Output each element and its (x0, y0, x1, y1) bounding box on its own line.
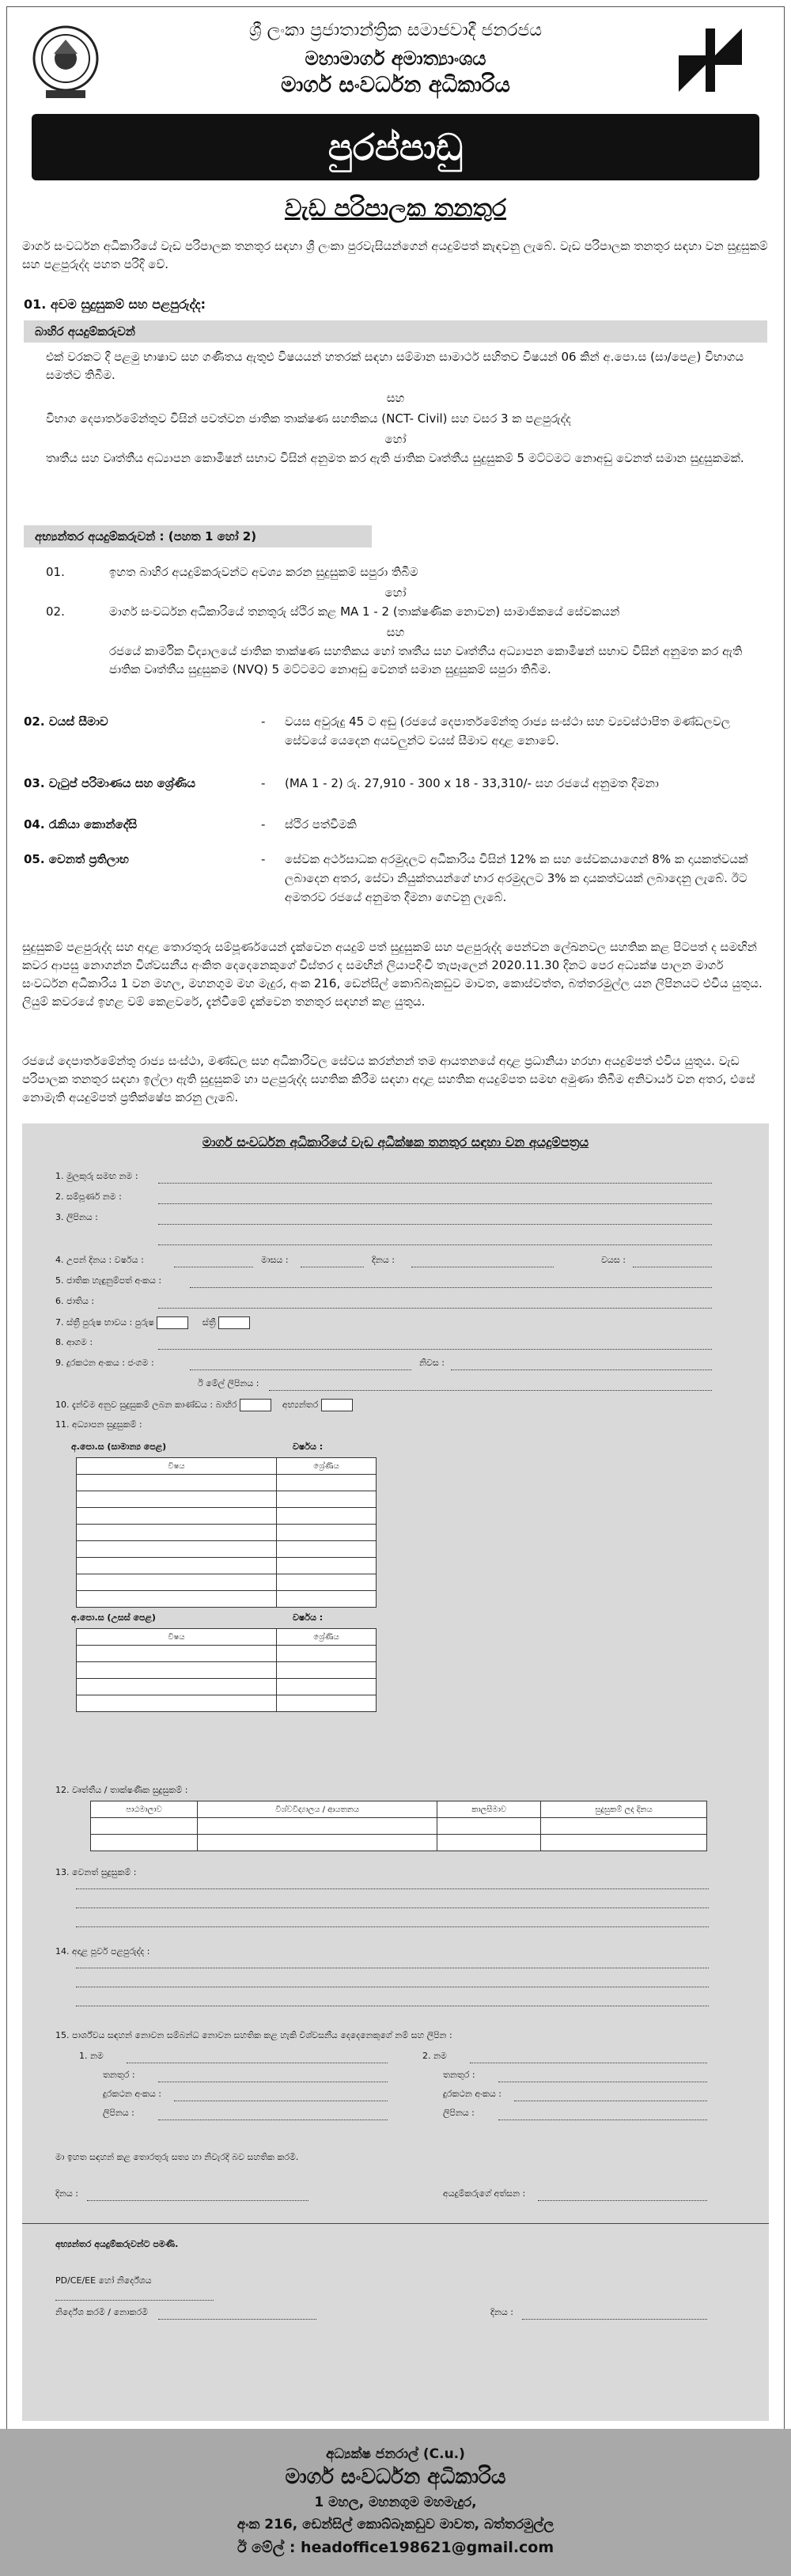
religion-input[interactable] (158, 1348, 712, 1350)
external-checkbox[interactable] (240, 1399, 271, 1411)
referee2-address-input[interactable] (498, 2119, 707, 2120)
external-text3: තෘතීය සහ වෘත්තීය අධ්‍යාපන කොමිෂන් සභාව විසින් අනුමත කර ඇති ජාතික වෘත්තීය සුදුසුකම් 5 මට්ටමට නොඅඩු වෙනත් සමාන සුදුසුකමක්. (46, 451, 744, 465)
internal-text1: ඉහත බාහිර අයදුම්කරුවන්ට අවශ්‍ය කරන සුදුසුකම් සපුරා තිබීම (109, 565, 418, 579)
field-professional: 12. වෘත්තීය / තාක්ෂණික සුදුසුකම් : (55, 1785, 188, 1795)
referee1-phone-label: දුරකථන අංකය : (103, 2089, 161, 2099)
field-address: 3. ලිපිනය : (55, 1212, 98, 1222)
home-phone-input[interactable] (451, 1369, 712, 1370)
female-label: ස්ත්‍රී (202, 1317, 216, 1328)
apply-instructions: සුදුසුකම් පළපුරුද්ද සහ අදාළ තොරතුරු සම්පූර්ණයෙන් දැක්වෙන අයදුම් පත් සුදුසුකම් සහ පළපුරුද්ද පෙන්වන ලේඛනවල සහතික කළ පිටපත් ද සමඟින් කවර ආපසු නොගන්න විශ්වසනීය අංකිත දෙදෙනෙකුගේ විස්තර ද සමඟින් ලියාපදිංචි තැපෑලෙන් 2020.11.30 දිනට පෙර අධ්‍යක්ෂ පාලන මාර්ග සංවර්ධන අධිකාරිය 1 වන මහල, මහනගුම මහ මැදුර, අංක 216, ඩෙන්සිල් කොබ්බෑකඩුව මාවත, කොස්වත්ත, බත්තරමුල්ල යන ලිපිනයට එවිය යුතුය. ලියුම් කවරයේ ඉහළ වම් කෙළවරේ, දැන්වීමේ දැක්වෙන තනතුර සඳහන් කළ යුතුය. (22, 940, 763, 1009)
footer-title: අධ්‍යක්ෂ ජනරාල් (C.u.) (326, 2446, 465, 2462)
referee2-position-label: තනතුර : (443, 2070, 475, 2080)
experience-input-line2[interactable] (76, 1986, 709, 1987)
al-results-table (76, 1628, 377, 1712)
declaration-date-input[interactable] (87, 2199, 308, 2201)
external-text1: එක් වරකට දී පළමු භාෂාව සහ ගණිතය ඇතුළු විෂයයන් හතරක් සඳහා සම්මාන සාමාර්ථ සහිතව විෂයන් 06 කින් අ.පො.ස (සා/පෙළ) විභාගය සමත්ව තිබීම. (46, 350, 744, 382)
rda-logo-icon (674, 24, 747, 97)
field-education: 11. අධ්‍යාපන සුදුසුකම් : (55, 1419, 142, 1430)
age-label: වයස : (601, 1255, 626, 1265)
post-title: වැඩ පරිපාලක තනතුර (284, 195, 507, 222)
age-input[interactable] (633, 1266, 712, 1267)
professional-table (90, 1801, 707, 1851)
dash: - (261, 776, 266, 790)
internal-date-input[interactable] (522, 2318, 707, 2320)
dob-year-input[interactable] (174, 1266, 253, 1267)
name-initials-input[interactable] (158, 1182, 712, 1184)
dash: - (261, 817, 266, 832)
footer-address-line1: 1 මහල, මහනගුම මහමැදුර, (314, 2495, 477, 2510)
field-other-qualifications: 13. වෙනත් සුදුසුකම් : (55, 1867, 137, 1877)
field-category (55, 1399, 353, 1411)
dob-month-label: මාසය : (261, 1255, 289, 1265)
al-title: අ.පො.ස (උසස් පෙළ) (71, 1612, 156, 1623)
and-text2: සහ (386, 625, 405, 639)
email-input[interactable] (269, 1389, 712, 1391)
internal-label: අභ්‍යන්තර (282, 1400, 319, 1410)
gender-label: 7. ස්ත්‍රී පුරුෂ භාවය : පුරුෂ (55, 1317, 154, 1328)
ol-year-label: වර්ෂය : (293, 1441, 324, 1452)
ol-title: අ.පො.ස (සාමාන්‍ය පෙළ) (71, 1441, 167, 1452)
external-applicants-bar: බාහිර අයදුම්කරුවන් (24, 320, 767, 343)
section1-heading: 01. අවම සුදුසුකම් සහ පළපුරුද්ද: (24, 297, 206, 312)
form-title: මාර්ග සංවර්ධන අධිකාරියේ වැඩ අධීක්ෂක තනතුර සඳහා වන අයදුම්පත්‍රය (202, 1135, 589, 1150)
government-instructions: රජයේ දෙපාර්තමේන්තු රාජ්‍ය සංස්ථා, මණ්ඩල සහ අධිකාරිවල සේවය කරන්නන් තම ආයතනයේ අදාළ ප්‍රධානියා හරහා අයදුම්පත් එවිය යුතුය. වැඩ පරිපාලක තනතුර සඳහා ඉල්ලා ඇති සුදුසුකම් හා පළපුරුද්ද සහතික කිරීම සඳහා අදාළ සහතික අයදුම්පත සමඟ අමුණා තිබීම අනිවාර්ය වන අතර, එසේ නොමැති අයදුම්පත් ප්‍රතික්ෂේප කරනු ලැබේ. (22, 1054, 755, 1104)
experience-input-line3[interactable] (76, 2005, 709, 2006)
mobile-input[interactable] (190, 1369, 411, 1370)
dob-day-label: දිනය : (372, 1255, 395, 1265)
recommend-label: නිර්දේශ කරමි / නොකරමි (55, 2307, 149, 2317)
other-qualifications-input-line2[interactable] (76, 1907, 709, 1908)
requirement-label: 05. වෙනත් ප්‍රතිලාභ (24, 852, 129, 866)
subject-header: විෂය (77, 1458, 277, 1475)
vacancies-banner: පුරප්පාඩු (32, 114, 759, 180)
dob-month-input[interactable] (301, 1266, 364, 1267)
referee2-phone-input[interactable] (514, 2100, 707, 2101)
subject-header: විෂය (77, 1629, 277, 1646)
referee2-name-input[interactable] (470, 2062, 707, 2063)
grade-header: ශ්‍රේණිය (277, 1458, 377, 1475)
field-dob: 4. උපන් දිනය : වර්ෂය : (55, 1255, 144, 1265)
internal-pd-label: PD/CE/EE හෝ නිර්දේශය (55, 2275, 152, 2286)
internal-applicants-bar: අභ්‍යන්තර අයදුම්කරුවන් : (පහත 1 හෝ 2) (24, 525, 372, 547)
header-line2: මහාමාර්ග අමාත්‍යාංශය (305, 47, 486, 70)
nic-input[interactable] (190, 1286, 712, 1288)
nationality-input[interactable] (158, 1307, 712, 1309)
referee1-address-label: ලිපිනය : (103, 2108, 134, 2118)
dash: - (261, 714, 266, 729)
or-text2: හෝ (384, 585, 407, 600)
field-name-initials: 1. මුලකුරු සමඟ නම : (55, 1171, 138, 1181)
referee2-phone-label: දුරකථන අංකය : (443, 2089, 501, 2099)
external-text2: විභාග දෙපාර්තමේන්තුව විසින් පවත්වන ජාතික තාක්ෂණ සහතිකය (NCT- Civil) සහ වසර 3 ක පළපුරුද්ද (46, 411, 571, 426)
internal1-number: 01. (46, 565, 65, 579)
referee1-address-input[interactable] (158, 2119, 388, 2120)
requirement-text: ස්ථිර පත්වීමකි (285, 817, 357, 832)
form-divider (22, 2223, 769, 2224)
requirement-text: සේවක අර්ථසාධක අරමුදලට අධිකාරිය විසින් 12% ක සහ සේවකයාගෙන් 8% ක දායකත්වයක් ලබාදෙන අතර, සේවා නියුක්තයන්ගේ භාර අරමුදලට 3% ක දායකත්වයක් ලබාදෙනු ලැබේ. ඊට අමතරව රජයේ අනුමත දීමනා ගෙවනු ලැබේ. (285, 852, 748, 904)
footer-email[interactable]: ඊ මේල් : headoffice198621@gmail.com (237, 2539, 554, 2556)
prof-col-duration: කාලසීමාව (437, 1801, 541, 1818)
internal-date-label: දිනය : (490, 2307, 513, 2317)
field-nic: 5. ජාතික හැඳුනුම්පත් අංකය : (55, 1275, 162, 1286)
referee2-position-input[interactable] (498, 2081, 707, 2082)
referee1-name-input[interactable] (127, 2062, 388, 2063)
al-year-label: වර්ෂය : (293, 1612, 324, 1623)
prof-col-date: සුදුසුකම් ලද දිනය (541, 1801, 707, 1818)
prof-col-institute: විශ්වවිද්‍යාලය / ආයතනය (197, 1801, 437, 1818)
recommend-input[interactable] (158, 2318, 316, 2320)
field-nationality: 6. ජාතිය : (55, 1296, 95, 1306)
address-input-line2[interactable] (158, 1244, 712, 1245)
other-qualifications-input[interactable] (76, 1888, 709, 1889)
internal2-number: 02. (46, 604, 65, 619)
prof-col-course: පාඨමාලාව (91, 1801, 198, 1818)
address-input[interactable] (158, 1223, 712, 1225)
dash: - (261, 852, 266, 866)
requirement-label: 02. වයස් සීමාව (24, 714, 108, 729)
referee1-position-input[interactable] (158, 2081, 388, 2082)
footer-address-line2: අංක 216, ඩෙන්සිල් කොබ්බෑකඩුව මාවත, බත්තරමුල්ල (237, 2517, 554, 2532)
dob-day-input[interactable] (411, 1266, 554, 1267)
field-full-name: 2. සම්පූර්ණ නම : (55, 1191, 122, 1202)
email-label: ඊ මේල් ලිපිනය : (198, 1378, 259, 1388)
field-referees: 15. පාර්ශ්වය සඳහන් නොවන සම්බන්ධ නොවන සහතික කළ හැකි විශ්වසනීය දෙදෙනෙකුගේ නම් සහ ලිපින : (55, 2030, 452, 2040)
other-qualifications-input-line3[interactable] (76, 1926, 709, 1927)
requirement-text: වයස අවුරුදු 45 ට අඩු (රජයේ දෙපාර්තමේන්තු රාජ්‍ය සංස්ථා සහ ව්‍යවස්ථාපිත මණ්ඩලවල සේවයේ යෙදෙන අයවලුන්ට වයස් සීමාව අදාළ නොවේ. (285, 714, 731, 748)
field-religion: 8. ආගම : (55, 1337, 93, 1347)
header-line1: ශ්‍රී ලංකා ප්‍රජාතාන්ත්‍රික සමාජවාදී ජනරජය (248, 21, 543, 40)
or-text1: හෝ (384, 432, 407, 446)
declaration-date-label: දිනය : (55, 2188, 78, 2199)
requirement-label: 03. වැටුප් පරිමාණය සහ ශ්‍රේණිය (24, 776, 196, 790)
referee1-position-label: තනතුර : (103, 2070, 135, 2080)
internal-pd-input[interactable] (55, 2299, 214, 2301)
category-label: 10. දැන්වීම අනුව සුදුසුකම් ලබන කාණ්ඩය : බාහිර (55, 1400, 237, 1410)
field-experience: 14. අදාළ පූර්ව පළපුරුද්ද : (55, 1946, 150, 1957)
male-checkbox[interactable] (157, 1316, 188, 1329)
footer (0, 2429, 791, 2576)
female-checkbox[interactable] (218, 1316, 250, 1329)
referee2-address-label: ලිපිනය : (443, 2108, 475, 2118)
referee2-name-label: 2. නම (422, 2051, 447, 2061)
requirement-label: 04. රැකියා කොන්දේසි (24, 817, 138, 832)
and-text1: සහ (386, 391, 405, 405)
header-line3: මාර්ග සංවර්ධන අධිකාරිය (281, 73, 510, 97)
ol-results-table (76, 1457, 377, 1608)
internal-only-heading: අභ්‍යන්තර අයදුම්කරුවන්ට පමණි. (55, 2239, 179, 2249)
signature-label: අයදුම්කරුගේ අත්සන : (443, 2188, 526, 2199)
full-name-input[interactable] (158, 1203, 712, 1204)
grade-header: ශ්‍රේණිය (277, 1629, 377, 1646)
header (0, 0, 791, 111)
declaration-text: මා ඉහත සඳහන් කළ තොරතුරු සත්‍ය හා නිවැරදි බව සහතික කරමි. (55, 2152, 299, 2162)
internal-text2: මාර්ග සංවර්ධන අධිකාරියේ තනතුරු ස්ථිර කළ MA 1 - 2 (තාක්ෂණික නොවන) සාමාජිකයේ සේවකයන් (109, 604, 620, 619)
signature-input[interactable] (538, 2199, 707, 2201)
referee1-phone-input[interactable] (174, 2100, 388, 2101)
footer-organization: මාර්ග සංවර්ධන අධිකාරිය (285, 2465, 506, 2489)
experience-input[interactable] (76, 1967, 709, 1968)
field-gender (55, 1316, 250, 1329)
referee1-name-label: 1. නම (79, 2051, 104, 2061)
field-phone: 9. දුරකථන අංකය : ජංගම : (55, 1358, 154, 1368)
internal-checkbox[interactable] (321, 1399, 353, 1411)
intro-text: මාර්ග සංවර්ධන අධිකාරියේ වැඩ පරිපාලක තනතුර සඳහා ශ්‍රී ලංකා පුරවැසියන්ගෙන් අයදුම්පත් කැඳවනු ලැබේ. වැඩ පරිපාලක තනතුර සඳහා වන සුදුසුකම් සහ පළපුරුද්ද පහත පරිදි වේ. (22, 239, 768, 271)
requirement-text: (MA 1 - 2) රු. 27,910 - 300 x 18 - 33,310/- සහ රජයේ අනුමත දීමනා (285, 776, 659, 790)
internal-text2b: රජයේ කාර්මික විද්‍යාලයේ ජාතික තාක්ෂණ සහතිකය හෝ තෘතීය සහ වෘත්තීය අධ්‍යාපන කොමිෂන් සභාව විසින් අනුමත කර ඇති ජාතික වෘත්තීය සුදුසුකම (NVQ) 5 මට්ටමට නොඅඩු වෙනත් සමාන සුදුසුකම් සපුරා තිබීම. (109, 644, 743, 676)
home-phone-label: නිවස : (419, 1358, 445, 1368)
